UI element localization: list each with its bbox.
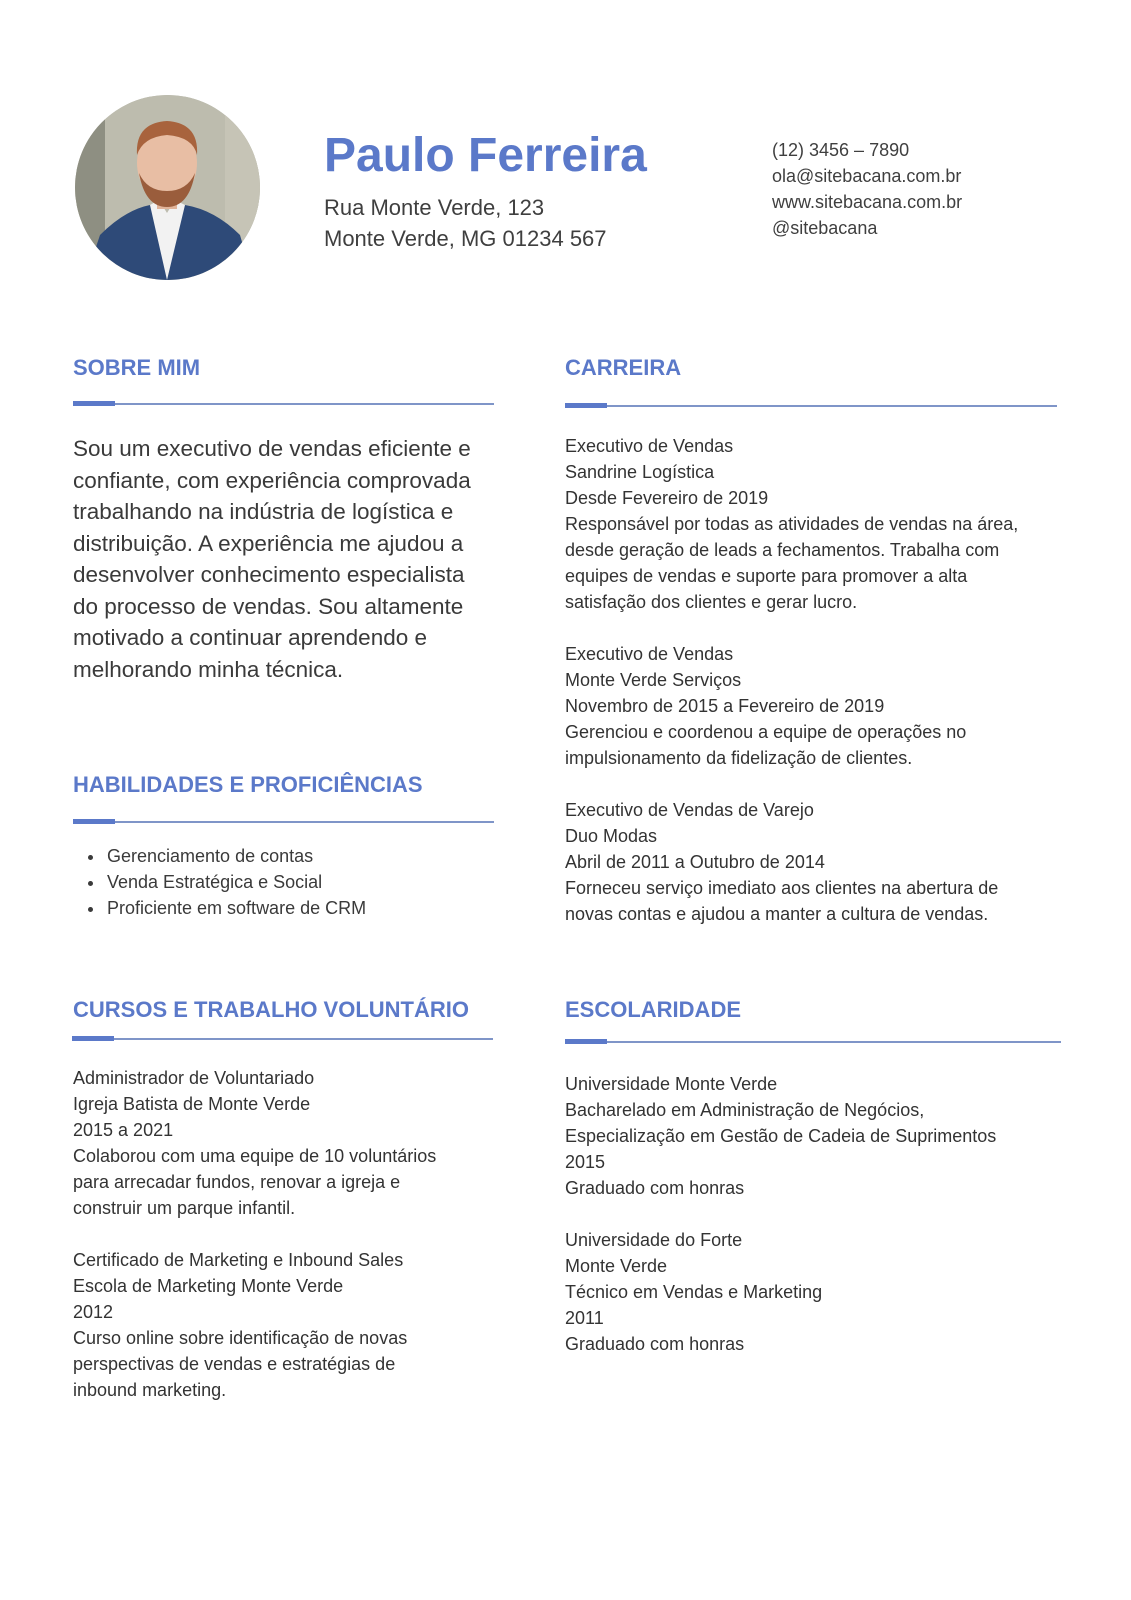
education-year: 2015 <box>565 1152 606 1172</box>
education-year: 2011 <box>565 1308 604 1328</box>
education-entry <box>565 1071 996 1201</box>
education-location: Monte Verde <box>565 1256 668 1276</box>
career-company: Sandrine Logística <box>565 462 715 482</box>
career-desc: satisfação dos clientes e gerar lucro. <box>565 592 858 612</box>
career-desc: Gerenciou e coordenou a equipe de operações no <box>565 722 967 742</box>
career-desc: novas contas e ajudou a manter a cultura de vendas. <box>565 904 989 924</box>
education-list <box>565 1071 996 1383</box>
about-text <box>73 433 471 685</box>
course-role: Administrador de Voluntariado <box>73 1068 315 1088</box>
about-line: motivado a continuar aprendendo e <box>73 625 428 650</box>
section-divider-accent <box>73 819 115 824</box>
career-role: Executivo de Vendas <box>565 436 734 456</box>
section-divider-accent <box>73 401 115 406</box>
address-line-1: Rua Monte Verde, 123 <box>324 195 545 220</box>
address-block <box>324 192 607 254</box>
section-title-about: SOBRE MIM <box>73 355 201 380</box>
person-portrait-icon <box>75 95 260 280</box>
education-honors: Graduado com honras <box>565 1178 745 1198</box>
career-desc: equipes de vendas e suporte para promover a alta <box>565 566 968 586</box>
section-divider-accent <box>565 1039 607 1044</box>
section-divider <box>73 821 494 823</box>
career-period: Novembro de 2015 a Fevereiro de 2019 <box>565 696 885 716</box>
career-company: Duo Modas <box>565 826 658 846</box>
career-desc: Forneceu serviço imediato aos clientes na abertura de <box>565 878 999 898</box>
career-role: Executivo de Vendas <box>565 644 734 664</box>
section-divider <box>565 405 1057 407</box>
course-desc: inbound marketing. <box>73 1380 227 1400</box>
section-divider <box>73 1038 493 1040</box>
section-divider-accent <box>565 403 607 408</box>
section-divider <box>73 403 494 405</box>
career-entry <box>565 433 1018 615</box>
email-link[interactable]: ola@sitebacana.com.br <box>772 166 962 186</box>
profile-photo <box>75 95 260 280</box>
candidate-name: Paulo Ferreira <box>324 129 647 182</box>
about-line: Sou um executivo de vendas eficiente e <box>73 436 471 461</box>
career-desc: desde geração de leads a fechamentos. Trabalha com <box>565 540 1000 560</box>
section-title-courses: CURSOS E TRABALHO VOLUNTÁRIO <box>73 997 469 1022</box>
career-desc: Responsável por todas as atividades de vendas na área, <box>565 514 1019 534</box>
course-desc: construir um parque infantil. <box>73 1198 296 1218</box>
career-period: Abril de 2011 a Outubro de 2014 <box>565 852 825 872</box>
career-list <box>565 433 1018 953</box>
career-period: Desde Fevereiro de 2019 <box>565 488 769 508</box>
course-entry <box>73 1247 436 1403</box>
section-title-career: CARREIRA <box>565 355 682 380</box>
education-degree: Técnico em Vendas e Marketing <box>565 1282 823 1302</box>
course-period: 2012 <box>73 1302 114 1322</box>
course-desc: Colaborou com uma equipe de 10 voluntários <box>73 1146 437 1166</box>
skill-item: • Proficiente em software de CRM <box>105 895 494 921</box>
course-org: Escola de Marketing Monte Verde <box>73 1276 344 1296</box>
about-line: do processo de vendas. Sou altamente <box>73 593 464 619</box>
career-company: Monte Verde Serviços <box>565 670 742 690</box>
education-specialization: Especialização em Gestão de Cadeia de Suprimentos <box>565 1126 997 1146</box>
skills-list <box>73 843 494 921</box>
course-desc: perspectivas de vendas e estratégias de <box>73 1354 396 1374</box>
about-line: trabalhando na indústria de logística e <box>73 499 454 524</box>
education-entry <box>565 1227 996 1357</box>
course-org: Igreja Batista de Monte Verde <box>73 1094 311 1114</box>
section-title-education: ESCOLARIDADE <box>565 997 742 1022</box>
website-link[interactable]: www.sitebacana.com.br <box>772 192 963 212</box>
course-entry <box>73 1065 436 1221</box>
skill-item: • Venda Estratégica e Social <box>105 869 494 895</box>
about-line: confiante, com experiência comprovada <box>73 467 471 493</box>
about-line: desenvolver conhecimento especialista <box>73 562 465 587</box>
about-line: melhorando minha técnica. <box>73 656 344 682</box>
social-handle[interactable]: @sitebacana <box>772 218 878 238</box>
contact-block <box>772 137 962 241</box>
education-institution: Universidade do Forte <box>565 1230 743 1250</box>
section-divider <box>565 1041 1061 1043</box>
address-line-2: Monte Verde, MG 01234 567 <box>324 226 607 251</box>
courses-list <box>73 1065 436 1429</box>
section-divider-accent <box>72 1036 114 1041</box>
about-line: distribuição. A experiência me ajudou a <box>73 530 464 556</box>
education-degree: Bacharelado em Administração de Negócios, <box>565 1100 925 1120</box>
course-period: 2015 a 2021 <box>73 1120 174 1140</box>
career-role: Executivo de Vendas de Varejo <box>565 800 814 820</box>
career-desc: impulsionamento da fidelização de clientes. <box>565 748 913 768</box>
course-role: Certificado de Marketing e Inbound Sales <box>73 1250 404 1270</box>
course-desc: Curso online sobre identificação de novas <box>73 1328 408 1348</box>
skill-item: • Gerenciamento de contas <box>105 843 494 869</box>
career-entry <box>565 641 1018 771</box>
section-title-skills: HABILIDADES E PROFICIÊNCIAS <box>73 772 423 797</box>
phone-number: (12) 3456 – 7890 <box>772 140 910 160</box>
course-desc: para arrecadar fundos, renovar a igreja e <box>73 1172 401 1192</box>
education-institution: Universidade Monte Verde <box>565 1074 778 1094</box>
career-entry <box>565 797 1018 927</box>
education-honors: Graduado com honras <box>565 1334 745 1354</box>
